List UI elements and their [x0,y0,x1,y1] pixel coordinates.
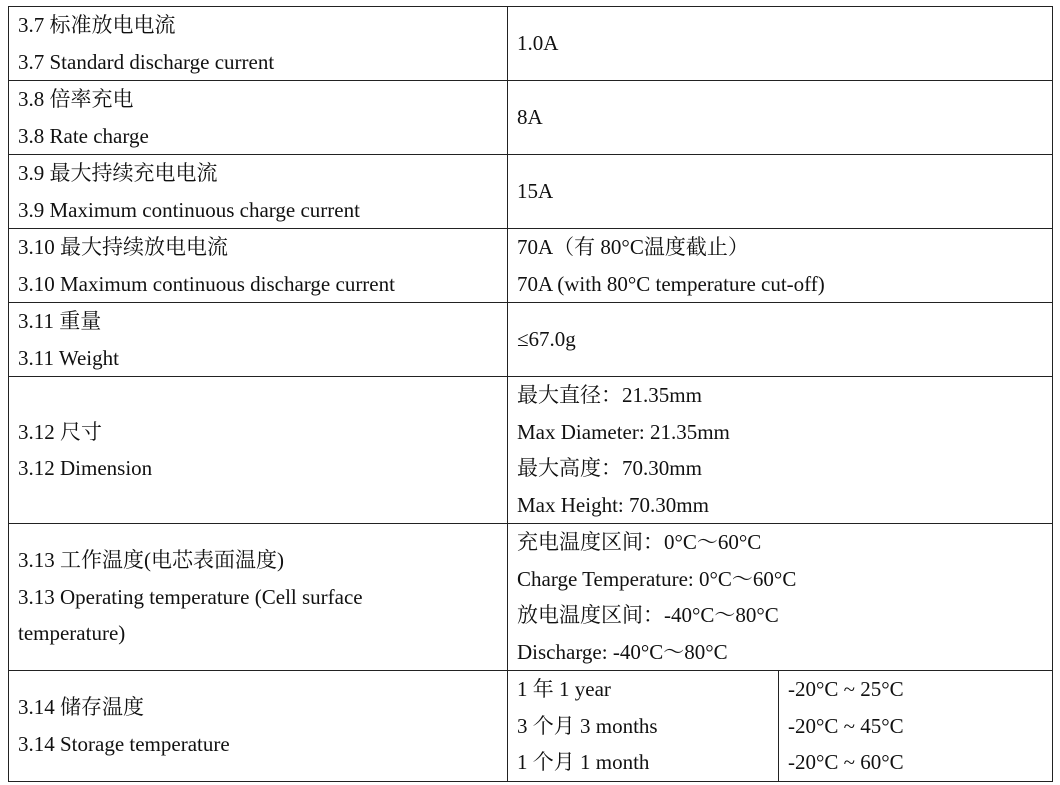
value-line: ≤67.0g [517,327,576,352]
row-label [9,524,508,671]
table-row [9,377,1053,524]
value-line: 放电温度区间：-40°C～80°C [517,603,779,627]
table-row [9,81,1053,155]
label-cn: 3.12 尺寸 [18,419,102,444]
row-label [9,81,508,155]
spec-table [8,6,1053,782]
label-en: 3.10 Maximum continuous discharge current [18,271,395,296]
row-label [9,377,508,524]
storage-range: -20°C ~ 45°C [788,713,904,738]
storage-period: 3 个月 3 months [517,713,658,738]
label-en: 3.7 Standard discharge current [18,49,275,74]
value-line: 充电温度区间：0°C～60°C [517,530,762,554]
row-label [9,155,508,229]
storage-range-cell [779,671,1053,782]
storage-period: 1 年 1 year [517,677,611,701]
label-cn: 3.8 倍率充电 [18,87,134,111]
row-label [9,303,508,377]
label-cn: 3.7 标准放电电流 [18,13,176,37]
value-line: 15A [517,179,554,204]
storage-period-cell [508,671,779,782]
value-line: 8A [517,105,543,130]
value-line: Max Height: 70.30mm [517,492,709,517]
table-row [9,155,1053,229]
label-en: 3.13 Operating temperature (Cell surface temperature) [18,584,363,646]
row-label [9,671,508,782]
table-row [9,303,1053,377]
label-en: 3.8 Rate charge [18,123,149,148]
row-value [508,7,1053,81]
row-value [508,303,1053,377]
row-value [508,155,1053,229]
label-cn: 3.14 储存温度 [18,695,144,720]
row-value [508,524,1053,671]
value-line: 1.0A [517,31,559,56]
label-cn: 3.10 最大持续放电电流 [18,235,228,259]
value-line: 最大直径：21.35mm [517,383,702,407]
storage-period: 1 个月 1 month [517,750,650,774]
table-row [9,671,1053,782]
row-label [9,229,508,303]
value-line: 70A（有 80°C温度截止） [517,235,749,259]
value-line: 最大高度：70.30mm [517,456,702,480]
value-line: Max Diameter: 21.35mm [517,419,730,444]
label-cn: 3.11 重量 [18,309,102,333]
label-cn: 3.9 最大持续充电电流 [18,161,218,185]
label-en: 3.12 Dimension [18,456,153,480]
table-row [9,229,1053,303]
table-row [9,524,1053,671]
label-cn: 3.13 工作温度(电芯表面温度) [18,548,284,573]
value-line: Discharge: -40°C～80°C [517,639,728,664]
label-en: 3.11 Weight [18,345,119,370]
label-en: 3.14 Storage temperature [18,731,230,756]
table-row [9,7,1053,81]
value-line: Charge Temperature: 0°C～60°C [517,566,797,591]
label-en: 3.9 Maximum continuous charge current [18,197,360,222]
row-value [508,377,1053,524]
storage-range: -20°C ~ 60°C [788,750,904,774]
storage-range: -20°C ~ 25°C [788,677,904,701]
row-value [508,81,1053,155]
row-label [9,7,508,81]
row-value [508,229,1053,303]
value-line: 70A (with 80°C temperature cut-off) [517,271,825,296]
